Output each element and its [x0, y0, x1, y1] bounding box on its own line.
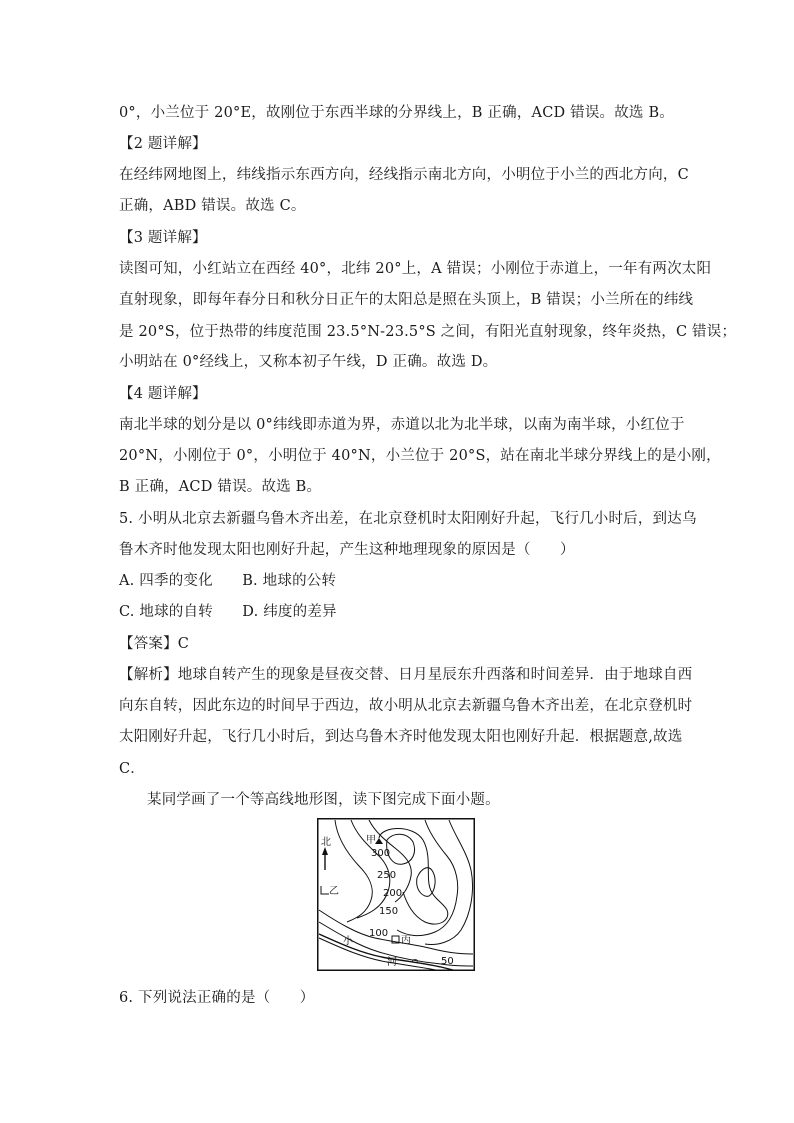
- text-line: 正确，ABD 错误。故选 C。: [119, 198, 306, 214]
- analysis-text: 向东自转，因此东边的时间早于西边，故小明从北京去新疆乌鲁木齐出差，在北京登机时: [119, 698, 693, 714]
- text-line: 20°N，小刚位于 0°，小明位于 40°N，小兰位于 20°S，站在南北半球分界线上的是小刚，: [119, 448, 721, 464]
- section-heading-q4: 【4 题详解】: [119, 386, 207, 402]
- section-heading-q2: 【2 题详解】: [119, 136, 207, 152]
- contour-map-figure: [317, 818, 475, 971]
- analysis-text: C．: [119, 761, 145, 777]
- text-line: 是 20°S，位于热带的纬度范围 23.5°N-23.5°S 之间，有阳光直射现象，终年炎热，C 错误；: [119, 324, 737, 340]
- text-line: 读图可知，小红站立在西经 40°，北纬 20°上，A 错误；小刚位于赤道上，一年有两次太阳: [119, 261, 712, 277]
- contour-label-200: 200: [383, 888, 403, 899]
- village-c-label: 丙: [401, 935, 411, 946]
- question-5-options: A. 四季的变化 B. 地球的公转: [119, 573, 337, 589]
- analysis-text: 【解析】地球自转产生的现象是昼夜交替、日月星辰东升西落和时间差异．由于地球自西: [119, 667, 693, 683]
- village-b-label: 乙: [329, 886, 339, 897]
- text-line: 在经纬网地图上，纬线指示东西方向，经线指示南北方向，小明位于小兰的西北方向，C: [119, 167, 689, 183]
- question-5-text: 5. 小明从北京去新疆乌鲁木齐出差，在北京登机时太阳刚好升起，飞行几小时后，到达乌: [119, 511, 697, 527]
- question-5-text: 鲁木齐时他发现太阳也刚好升起，产生这种地理现象的原因是（ ）: [119, 542, 575, 558]
- text-line: B 正确，ACD 错误。故选 B。: [119, 479, 322, 495]
- section-heading-q3: 【3 题详解】: [119, 230, 207, 246]
- question-6-text: 6. 下列说法正确的是（ ）: [119, 990, 315, 1006]
- contour-label-150: 150: [379, 906, 399, 917]
- contour-label-300: 300: [371, 848, 391, 859]
- north-label: 北: [321, 837, 331, 848]
- text-line: 小明站在 0°经线上，又称本初子午线，D 正确。故选 D。: [119, 354, 498, 370]
- analysis-text: 太阳刚好升起，飞行几小时后，到达乌鲁木齐时他发现太阳也刚好升起．根据题意,故选: [119, 729, 683, 745]
- contour-label-100: 100: [369, 928, 389, 939]
- text-line: 0°，小兰位于 20°E，故刚位于东西半球的分界线上，B 正确，ACD 错误。故选 B。: [119, 105, 674, 121]
- contour-label-250: 250: [377, 870, 397, 881]
- text-line: 南北半球的划分是以 0°纬线即赤道为界，赤道以北为北半球，以南为南半球，小红位于: [119, 417, 685, 433]
- peak-label: 甲: [366, 835, 376, 846]
- text-line: 直射现象，即每年春分日和秋分日正午的太阳总是照在头顶上，B 错误；小兰所在的纬线: [119, 292, 694, 308]
- contour-label-50: 50: [441, 956, 454, 967]
- river-label-1: 小: [343, 936, 353, 947]
- answer-label: 【答案】C: [119, 636, 190, 652]
- question-5-options: C. 地球的自转 D. 纬度的差异: [119, 604, 337, 620]
- map-intro-text: 某同学画了一个等高线地形图，读下图完成下面小题。: [147, 792, 500, 808]
- river-label-2: 河: [387, 957, 397, 968]
